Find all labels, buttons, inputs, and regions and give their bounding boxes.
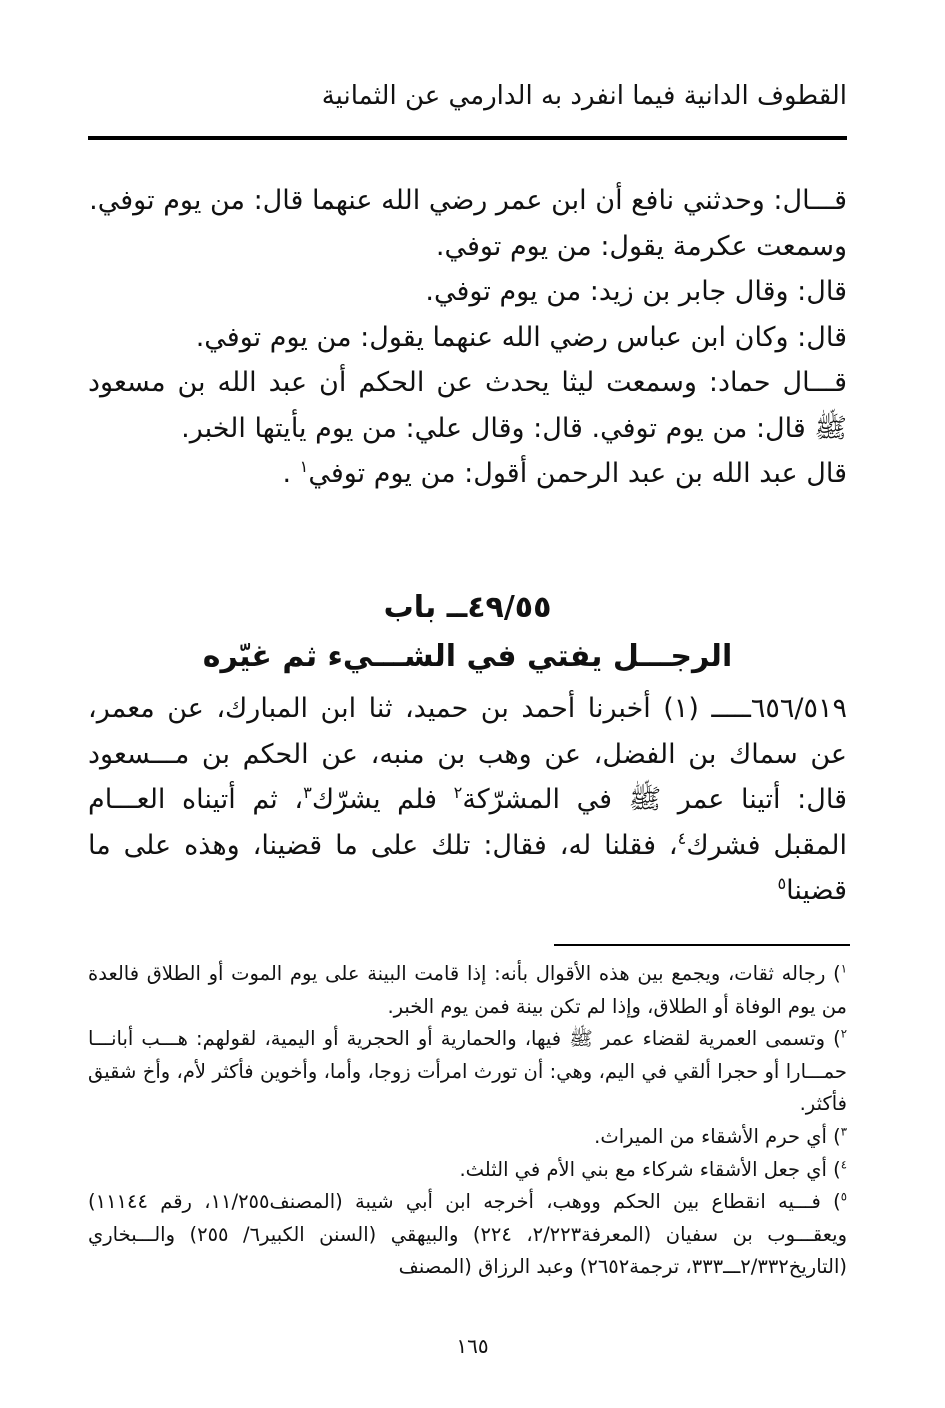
footnote-marker[interactable]: ٢ (453, 783, 463, 802)
paragraph (88, 451, 847, 497)
running-header (88, 78, 847, 114)
hadith-segment: فلم يشرّك (311, 784, 454, 815)
paragraph-end: . (282, 458, 300, 489)
paragraph-text: قال عبد الله بن عبد الرحمن أقول: من يوم توفي (308, 458, 847, 489)
footnote-separator (554, 944, 850, 946)
hadith-text (88, 686, 847, 914)
footnote-number: ٣ (840, 1124, 847, 1139)
hadith-segment: ٦٥٦/٥١٩ـــــ (١) أخبرنا أحمد بن حميد، ثنا ابن المبارك، عن معمر، عن سماك بن الفضل، عن وهب بن منبه، عن الحكم بن مـــسعود قال: أتينا عمر ﷺ في المشرّكة (88, 693, 848, 815)
footnotes (88, 958, 847, 1284)
header-rule (88, 136, 847, 140)
hadith-paragraph (88, 686, 847, 914)
paragraph: قـــال حماد: وسمعت ليثا يحدث عن الحكم أن عبد الله بن مسعود ﷺ قال: من يوم توفي. قال: وقال علي: من يوم يأيتها الخبر. (88, 367, 847, 444)
paragraph: وسمعت عكرمة يقول: من يوم توفي. (435, 230, 847, 262)
header-title: القطوف الدانية فيما انفرد به الدارمي عن الثمانية (321, 81, 847, 111)
footnote-marker[interactable]: ٣ (303, 783, 312, 802)
footnote-text: وتسمى العمرية لقضاء عمر ﷺ فيها، والحمارية أو الحجرية أو اليمية، لقولهم: هـــب أبانـــا حمـــارا أو حجرا ألقي في اليم، وهي: أن تورث امرأت زوجا، وأما، وأخوين فأكثر لأم، وأخ شقيق فأكثر. (88, 1027, 847, 1116)
footnote: $^٥$) فـــيه انقطاع بين الحكم ووهب، أخرجه ابن أبي شيبة (المصنف١١/٢٥٥، رقم ١١١٤٤) ويعقـــوب بن سفيان (المعرفة٢/٢٢٣، ٢٢٤) والبيهقي (السنن الكبير٦/ ٢٥٥) والـــبخاري (التاريخ٢/٣٣٢ـــ٣٣٣، ترجمة٢٦٥٢) وعبد الرزاق (المصنف (88, 1189, 847, 1279)
chapter-title: الرجـــل يفتي في الشـــيء ثم غيّره (202, 639, 733, 674)
footnote-number: ٥ (840, 1189, 847, 1204)
footnote-marker[interactable]: ٥ (777, 874, 787, 893)
footnote-marker[interactable]: ١ (299, 457, 309, 476)
footnote-number: ٤ (840, 1157, 847, 1172)
hadith-segment: ، فقلنا له، فقال: تلك على ما قضينا، وهذه على ما قضينا (88, 829, 847, 906)
footnote-text: فـــيه انقطاع بين الحكم ووهب، أخرجه ابن أبي شيبة (المصنف١١/٢٥٥، رقم ١١١٤٤) ويعقـــوب بن سفيان (المعرفة٢/٢٢٣، ٢٢٤) والبيهقي (السنن الكبير٦/ ٢٥٥) والـــبخاري (التاريخ٢/٣٣٢ـــ٣٣٣، ترجمة٢٦٥٢) وعبد الرزاق (المصنف (88, 1190, 847, 1279)
footnote: $^٣$) أي حرم الأشقاء من الميراث. (594, 1124, 847, 1148)
page-number: ١٦٥ (456, 1334, 489, 1358)
chapter-number: ٤٩/٥٥ــ باب (383, 590, 552, 625)
paragraph: قـــال: وحدثني نافع أن ابن عمر رضي الله عنهما قال: من يوم توفي. (89, 185, 847, 216)
main-text (88, 178, 847, 497)
footnote-text: أي حرم الأشقاء من الميراث. (594, 1124, 827, 1148)
footnote: $^٤$) أي جعل الأشقاء شركاء مع بني الأم في الثلث. (459, 1157, 847, 1181)
paragraph: قال: وكان ابن عباس رضي الله عنهما يقول: من يوم توفي. (195, 321, 847, 353)
footnote-text: رجاله ثقات، ويجمع بين هذه الأقوال بأنه: إذا قامت البينة على يوم الموت أو الطلاق فالعدة من يوم الوفاة أو الطلاق، وإذا لم تكن بينة فمن يوم الخبر. (88, 962, 847, 1018)
footnote-number: ١ (840, 961, 847, 976)
footnote: $^٢$) وتسمى العمرية لقضاء عمر ﷺ فيها، والحمارية أو الحجرية أو اليمية، لقولهم: هـــب أبانـــا حمـــارا أو حجرا ألقي في اليم، وهي: أن تورث امرأت زوجا، وأما، وأخوين فأكثر لأم، وأخ شقيق فأكثر. (88, 1026, 847, 1116)
footnote-marker[interactable]: ٤ (677, 828, 687, 848)
footnote-text: أي جعل الأشقاء شركاء مع بني الأم في الثلث. (459, 1157, 827, 1181)
footnote-number: ٢ (840, 1026, 847, 1041)
footnote: $^١$) رجاله ثقات، ويجمع بين هذه الأقوال بأنه: إذا قامت البينة على يوم الموت أو الطلاق فالعدة من يوم الوفاة أو الطلاق، وإذا لم تكن بينة فمن يوم الخبر. (88, 961, 847, 1018)
paragraph: قال: وقال جابر بن زيد: من يوم توفي. (425, 276, 847, 307)
hadith-segment: ، ثم أتيناه العـــام المقبل فشرك (88, 784, 847, 861)
